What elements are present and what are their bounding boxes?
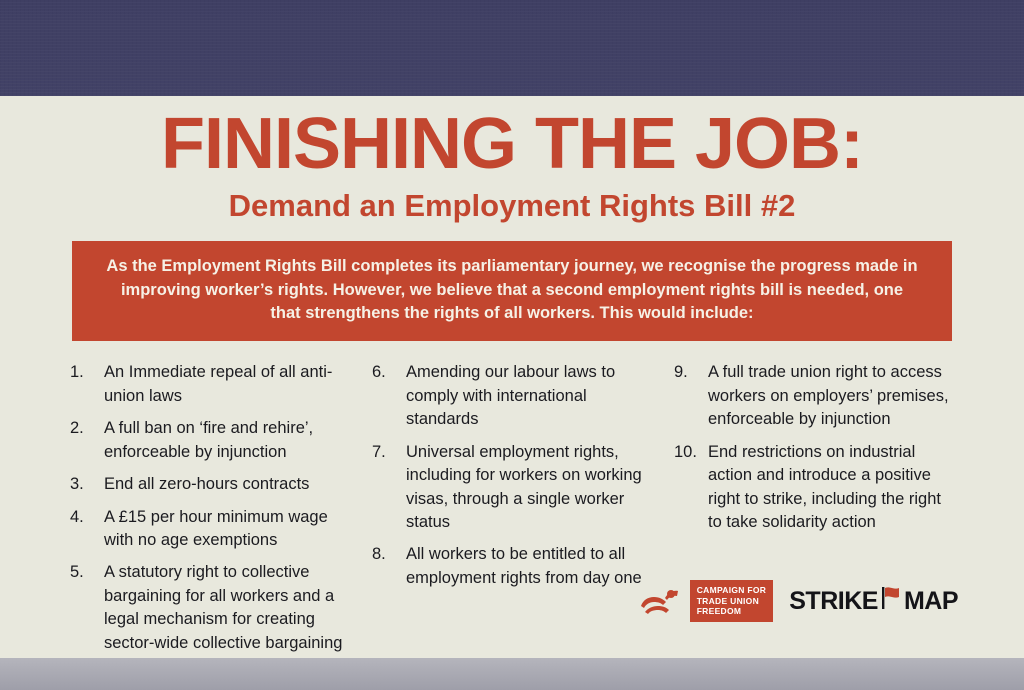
- strikemap-logo: [789, 586, 958, 617]
- page-subtitle: Demand an Employment Rights Bill #2: [228, 188, 796, 224]
- list-item-label: Amending our labour laws to comply with international standards: [406, 363, 616, 429]
- list-item-label: End restrictions on industrial action and introduce a positive right to strike, including the right to take solidarity action: [708, 442, 941, 531]
- list-item: [70, 417, 350, 464]
- list-item: [70, 361, 350, 408]
- demands-list-2: [372, 361, 652, 590]
- list-item: [372, 441, 652, 535]
- list-item-label: A full ban on ‘fire and rehire’, enforceable by injunction: [104, 419, 314, 461]
- list-item: [372, 361, 652, 431]
- logo-row: [637, 580, 958, 622]
- strikemap-word-right: MAP: [903, 586, 958, 615]
- ctuf-logo: [637, 580, 774, 622]
- demands-list-3: [674, 361, 954, 534]
- list-item: [70, 561, 350, 655]
- list-item-label: A £15 per hour minimum wage with no age exemptions: [104, 507, 328, 549]
- flag-icon: [880, 586, 902, 617]
- list-item-number: 4.: [70, 507, 84, 526]
- ctuf-wordmark: [690, 580, 774, 622]
- list-item-number: 5.: [70, 563, 84, 582]
- list-item-number: 8.: [372, 545, 386, 564]
- list-item-number: 1.: [70, 363, 84, 382]
- list-item-number: 10.: [674, 442, 697, 461]
- list-item: [70, 473, 350, 496]
- list-item: [674, 361, 954, 431]
- ctuf-line-2: TRADE UNION: [696, 595, 760, 606]
- poster-card: [0, 96, 1024, 658]
- list-item-label: An Immediate repeal of all anti-union laws: [104, 363, 333, 405]
- demands-column-2: [372, 361, 652, 664]
- list-item-label: Universal employment rights, including for workers on working visas, through a single worker status: [406, 442, 642, 531]
- list-item-label: End all zero-hours contracts: [104, 475, 310, 494]
- ctuf-line-1: CAMPAIGN FOR: [696, 585, 767, 596]
- list-item: [674, 441, 954, 535]
- list-item-label: A full trade union right to access workers on employers’ premises, enforceable by injunction: [708, 363, 949, 429]
- page-title: FINISHING THE JOB:: [160, 104, 864, 184]
- list-item-number: 2.: [70, 419, 84, 438]
- strikemap-word-left: STRIKE: [789, 586, 878, 615]
- raised-fist-icon: [637, 584, 683, 618]
- demands-list-1: [70, 361, 350, 655]
- list-item-number: 7.: [372, 442, 386, 461]
- list-item-number: 6.: [372, 363, 386, 382]
- list-item: [70, 506, 350, 553]
- demands-column-1: [70, 361, 350, 664]
- list-item-number: 9.: [674, 363, 688, 382]
- intro-banner: As the Employment Rights Bill completes its parliamentary journey, we recognise the progress made in improving worker’s rights. However, we believe that a second employment rights bill is needed, one that strengthens the rights of all workers. This would include:: [72, 241, 952, 341]
- list-item-number: 3.: [70, 475, 84, 494]
- ctuf-line-3: FREEDOM: [696, 606, 742, 617]
- list-item: [372, 543, 652, 590]
- list-item-label: A statutory right to collective bargaining for all workers and a legal mechanism for creating sector-wide collective bargaining: [104, 563, 343, 652]
- list-item-label: All workers to be entitled to all employment rights from day one: [406, 545, 642, 587]
